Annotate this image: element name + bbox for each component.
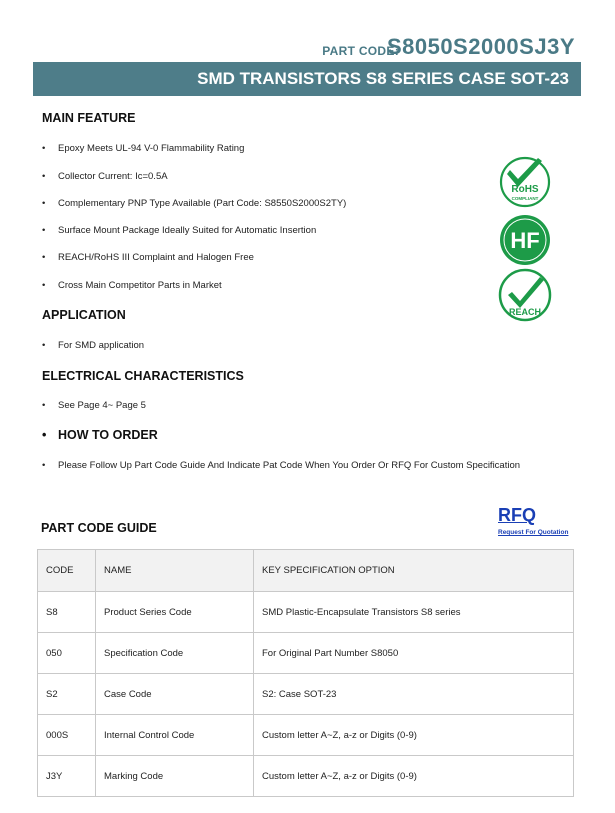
table-row xyxy=(38,674,574,715)
column-header-code: CODE xyxy=(38,550,96,592)
column-header-name: NAME xyxy=(96,550,254,592)
table-row xyxy=(38,756,574,797)
part-code-guide-table xyxy=(37,549,574,797)
cell-spec: For Original Part Number S8050 xyxy=(254,633,574,674)
cell-code: 000S xyxy=(38,715,96,756)
title-banner xyxy=(33,62,581,96)
request-for-quotation-link[interactable]: Request For Quotation xyxy=(498,529,569,536)
cell-code: 050 xyxy=(38,633,96,674)
column-header-spec: KEY SPECIFICATION OPTION xyxy=(254,550,574,592)
reach-badge-icon xyxy=(498,268,554,329)
svg-text:RoHS: RoHS xyxy=(511,184,539,195)
feature-item: • REACH/RoHS III Complaint and Halogen Free xyxy=(42,252,254,263)
main-feature-heading: MAIN FEATURE xyxy=(42,111,136,125)
how-to-order-item: • Please Follow Up Part Code Guide And Indicate Pat Code When You Order Or RFQ For Custom Specification xyxy=(42,460,521,471)
feature-item: • Complementary PNP Type Available (Part Code: S8550S2000S2TY) xyxy=(42,198,347,209)
feature-item: • Surface Mount Package Ideally Suited for Automatic Insertion xyxy=(42,225,317,236)
cell-name: Marking Code xyxy=(96,756,254,797)
cell-name: Case Code xyxy=(96,674,254,715)
cell-code: J3Y xyxy=(38,756,96,797)
part-code-value: S8050S2000SJ3Y xyxy=(386,34,575,59)
svg-text:COMPLIANT: COMPLIANT xyxy=(511,196,539,201)
cell-spec: Custom letter A~Z, a-z or Digits (0-9) xyxy=(254,756,574,797)
electrical-item: • See Page 4~ Page 5 xyxy=(42,400,146,411)
part-code-guide-heading: PART CODE GUIDE xyxy=(41,521,157,535)
part-code-label: PART CODE: xyxy=(322,44,399,58)
feature-item: • Cross Main Competitor Parts in Market xyxy=(42,280,222,291)
table-row xyxy=(38,633,574,674)
cell-spec: Custom letter A~Z, a-z or Digits (0-9) xyxy=(254,715,574,756)
rohs-badge-icon xyxy=(498,155,554,214)
svg-text:HF: HF xyxy=(510,228,540,253)
table-row xyxy=(38,592,574,633)
cell-name: Internal Control Code xyxy=(96,715,254,756)
application-heading: APPLICATION xyxy=(42,308,126,322)
electrical-heading: ELECTRICAL CHARACTERISTICS xyxy=(42,369,244,383)
how-to-order-heading: • HOW TO ORDER xyxy=(42,428,158,442)
cell-code: S8 xyxy=(38,592,96,633)
cell-name: Product Series Code xyxy=(96,592,254,633)
cell-spec: S2: Case SOT-23 xyxy=(254,674,574,715)
halogen-free-badge-icon xyxy=(499,214,551,271)
rfq-link[interactable]: RFQ xyxy=(498,505,536,525)
banner-title: SMD TRANSISTORS S8 SERIES CASE SOT-23 xyxy=(197,69,569,88)
cell-code: S2 xyxy=(38,674,96,715)
cell-name: Specification Code xyxy=(96,633,254,674)
feature-item: • Epoxy Meets UL-94 V-0 Flammability Rating xyxy=(42,143,245,154)
application-item: • For SMD application xyxy=(42,340,145,351)
cell-spec: SMD Plastic-Encapsulate Transistors S8 series xyxy=(254,592,574,633)
feature-item: • Collector Current: Ic=0.5A xyxy=(42,171,168,182)
svg-text:REACH: REACH xyxy=(508,307,542,317)
table-row xyxy=(38,715,574,756)
table-header-row xyxy=(38,550,574,592)
